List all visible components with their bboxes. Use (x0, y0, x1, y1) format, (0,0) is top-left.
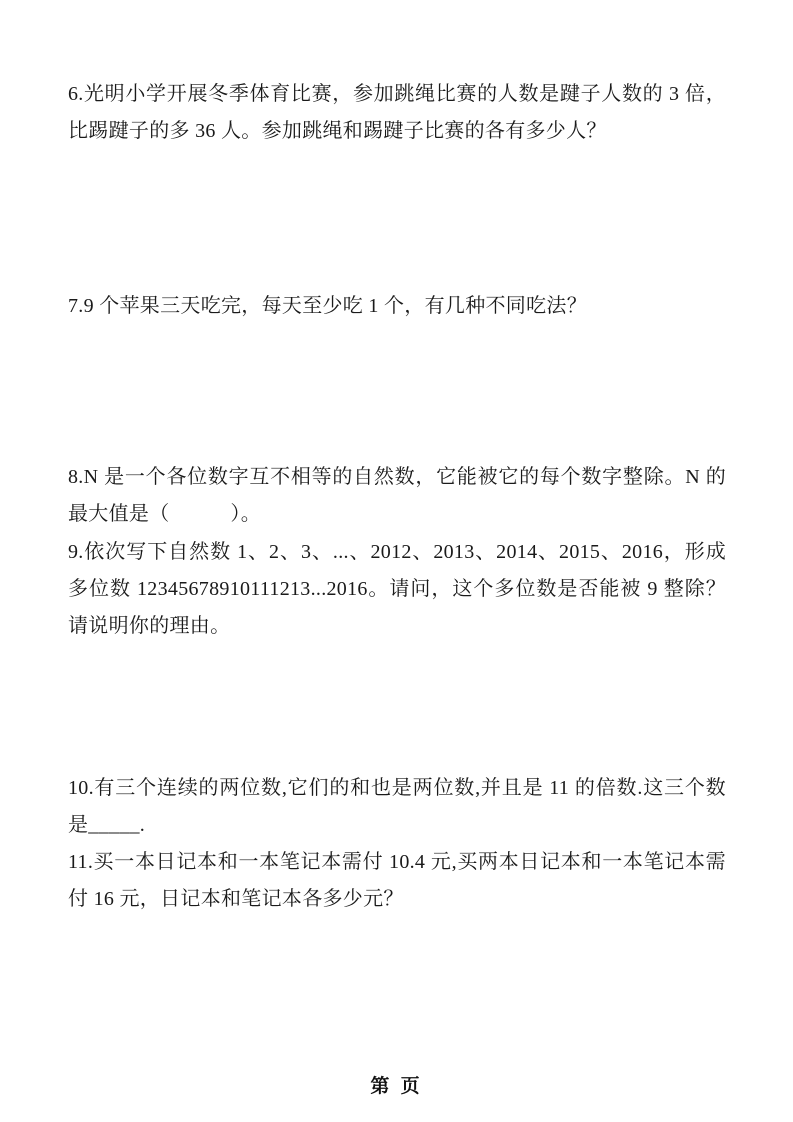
problem-6-text: 6.光明小学开展冬季体育比赛，参加跳绳比赛的人数是踺子人数的 3 倍，比踢踺子的多 36 人。参加跳绳和踢踺子比赛的各有多少人？ (68, 83, 726, 142)
problem-9-text: 9.依次写下自然数 1、2、3、...、2012、2013、2014、2015、2016，形成多位数 12345678910111213...2016。请问，这个多位数是否能被 9 整除？请说明你的理由。 (68, 541, 726, 637)
problem-10-text: 10.有三个连续的两位数,它们的和也是两位数,并且是 11 的倍数.这三个数是_____. (68, 777, 726, 836)
problem-11-text: 11.买一本日记本和一本笔记本需付 10.4 元,买两本日记本和一本笔记本需付 16 元，日记本和笔记本各多少元？ (68, 851, 726, 910)
problem-7-text: 7.9 个苹果三天吃完，每天至少吃 1 个，有几种不同吃法？ (68, 295, 587, 317)
page-number-footer: 第 页 (370, 1076, 423, 1097)
problem-8-text: 8.N 是一个各位数字互不相等的自然数，它能被它的每个数字整除。N 的最大值是（ ）。 (68, 466, 726, 525)
